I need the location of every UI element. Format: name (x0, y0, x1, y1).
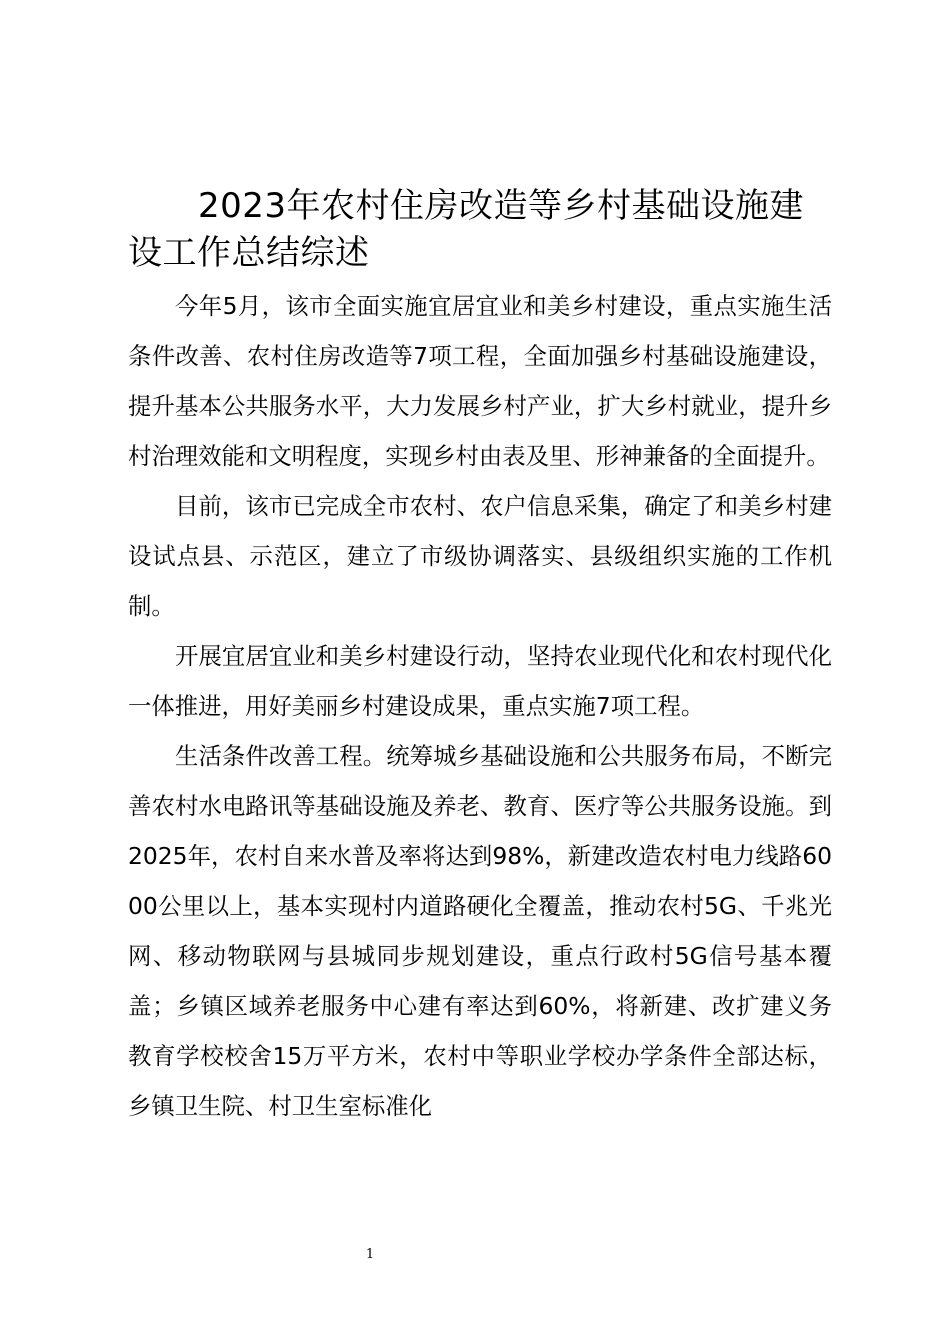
paragraph-progress: 目前，该市已完成全市农村、农户信息采集，确定了和美乡村建设试点县、示范区，建立了市级协调落实、县级组织实施的工作机制。 (128, 492, 832, 620)
document-body (128, 183, 832, 1131)
document-title: 2023年农村住房改造等乡村基础设施建设工作总结综述 (128, 186, 805, 273)
paragraph-intro: 今年5月，该市全面实施宜居宜业和美乡村建设，重点实施生活条件改善、农村住房改造等7项工程，全面加强乡村基础设施建设，提升基本公共服务水平，大力发展乡村产业，扩大乡村就业，提升乡村治理效能和文明程度，实现乡村由表及里、形神兼备的全面提升。 (128, 292, 832, 470)
paragraph-action: 开展宜居宜业和美乡村建设行动，坚持农业现代化和农村现代化一体推进，用好美丽乡村建设成果，重点实施7项工程。 (128, 642, 832, 720)
paragraph-living-conditions: 生活条件改善工程。统筹城乡基础设施和公共服务布局，不断完善农村水电路讯等基础设施及养老、教育、医疗等公共服务设施。到2025年，农村自来水普及率将达到98%，新建改造农村电力线路6000公里以上，基本实现村内道路硬化全覆盖，推动农村5G、千兆光网、移动物联网与县城同步规划建设，重点行政村5G信号基本覆盖；乡镇区域养老服务中心建有率达到60%，将新建、改扩建义务教育学校校舍15万平方米，农村中等职业学校办学条件全部达标，乡镇卫生院、村卫生室标准化 (128, 742, 832, 1120)
page-number: 1 (365, 1247, 375, 1262)
